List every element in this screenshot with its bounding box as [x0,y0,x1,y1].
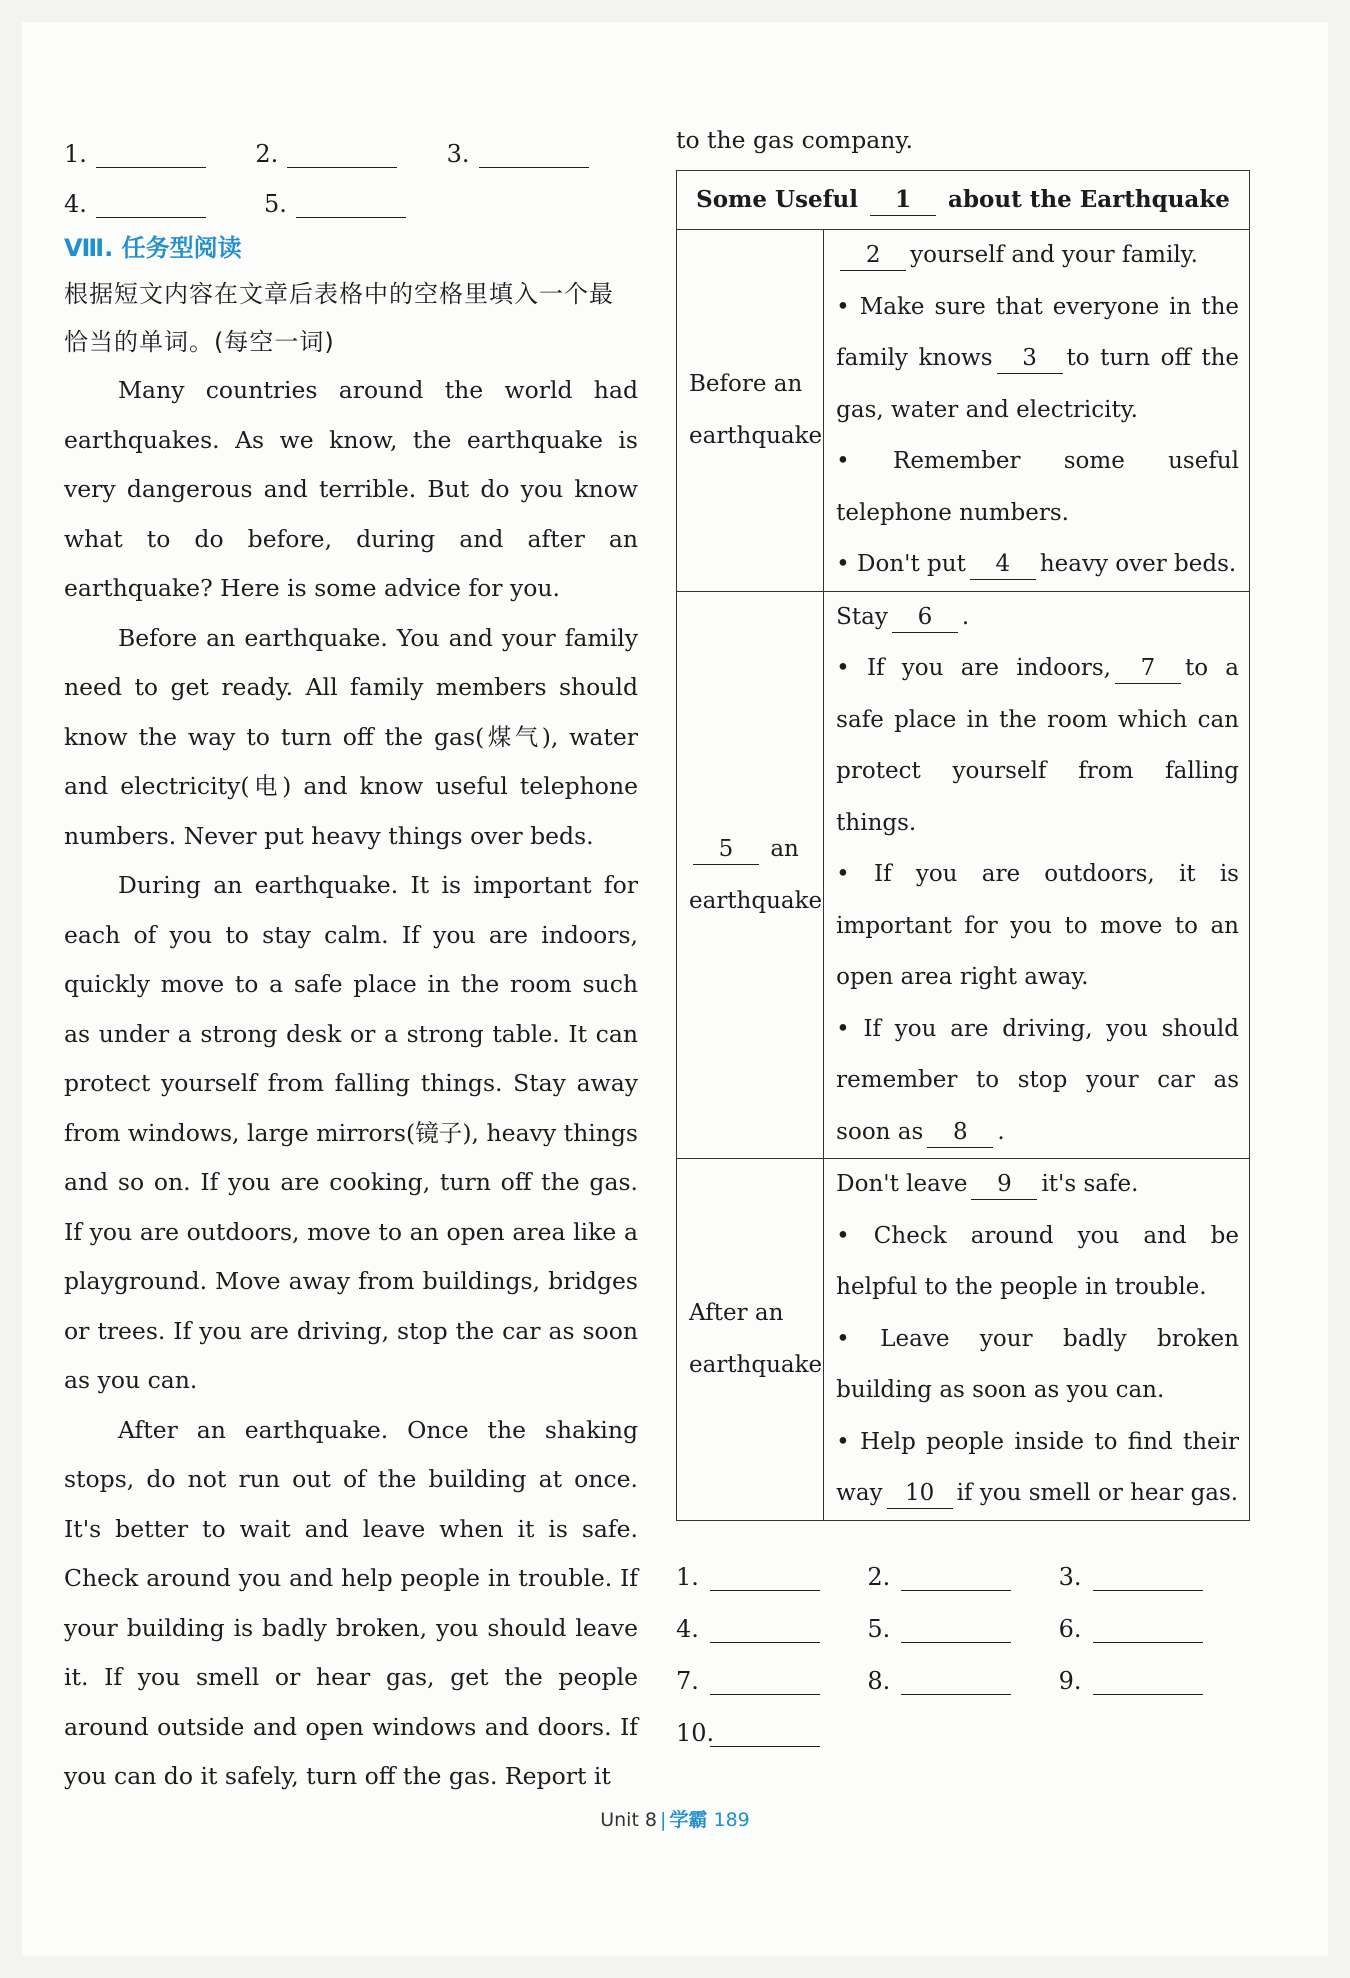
line-text: • Make sure that everyone in the family knows [836,293,1239,371]
line-text: yourself and your family. [910,242,1198,268]
blank-row [676,1539,1250,1591]
content-line [836,849,1239,1004]
blank-line [710,1718,820,1747]
right-column [676,118,1250,1747]
blank-line [901,1562,1011,1591]
content-line [836,1211,1239,1314]
answer-blank [867,1666,1058,1695]
answer-blank [64,139,255,168]
line-text: • Help people inside to find their way [836,1428,1239,1506]
content-line [836,1417,1239,1520]
answer-blank [676,1614,867,1643]
phase-label: Before an earthquake [689,371,823,450]
table-header-post: about the Earthquake [948,185,1230,213]
blank-number: 6. [1058,1614,1082,1643]
line-text: Stay [836,603,888,630]
line-text: • If you are indoors, [836,655,1111,681]
fill-blank-5: 5 [693,834,759,865]
answer-blank [867,1614,1058,1643]
answer-blank [676,1562,867,1591]
blank-line [1093,1562,1203,1591]
answer-blank [264,189,464,218]
content-line [836,230,1239,282]
content-line [836,1159,1239,1211]
fill-blank-10: 10 [887,1478,953,1509]
line-text: . [997,1118,1005,1145]
line-text: if you smell or hear gas. [956,1480,1239,1506]
fill-blank-4: 4 [970,549,1036,580]
blank-number: 4. [64,190,87,218]
content-line [836,592,1239,644]
answer-blank [1059,1562,1250,1591]
fill-blank-2: 2 [840,240,906,271]
line-text: it's safe. [1041,1171,1139,1197]
answer-blank [255,139,446,168]
line-text: • Check around you and be helpful to the people in trouble. [836,1222,1239,1300]
top-answer-blanks [64,118,638,218]
line-text: to a safe place in the room which can protect yourself from falling things. [836,655,1239,836]
blank-number: 9. [1058,1666,1082,1695]
line-text: Don't leave [836,1171,968,1197]
phase-label: an earthquake [689,835,823,914]
passage-paragraph: After an earthquake. Once the shaking stops, do not run out of the building at once. It's better to wait and leave when it is safe. Check around you and help people in trouble. If your building is badly broken, you should leave it. If you smell or hear gas, get the people around outside and open windows and doors. If you can do it safely, turn off the gas. Report it [64,1415,638,1790]
blank-number: 2. [255,140,279,168]
fill-blank-9: 9 [971,1169,1037,1200]
blank-line [96,189,206,218]
page-footer [0,1805,1350,1832]
content-cell [824,1159,1250,1521]
page-number: 189 [713,1809,750,1831]
blank-line [1093,1614,1203,1643]
answer-blank [867,1562,1058,1591]
blank-line [479,139,589,168]
fill-blank-1: 1 [870,185,936,216]
blank-number: 3. [1058,1562,1082,1591]
blank-number: 1. [676,1562,699,1591]
content-line [836,539,1239,591]
content-cell [824,230,1250,592]
phase-cell [677,230,824,592]
line-text: • Don't put [836,551,966,577]
left-column [64,118,638,1802]
blank-line [710,1666,820,1695]
reading-passage [64,366,638,1802]
content-line [836,282,1239,437]
answer-blank [1059,1614,1250,1643]
phase-cell [677,591,824,1159]
blank-number: 2. [867,1562,891,1591]
instructions: 根据短文内容在文章后表格中的空格里填入一个最恰当的单词。(每空一词) [64,280,614,356]
footer-unit: Unit 8 [600,1809,658,1831]
content-line [836,643,1239,849]
fill-blank-8: 8 [927,1117,993,1148]
fill-blank-7: 7 [1115,653,1181,684]
answer-blank [64,189,264,218]
line-text: • If you are driving, you should remember to stop your car as soon as [836,1015,1239,1145]
content-line [836,436,1239,539]
blank-line [901,1614,1011,1643]
answer-blank [1059,1666,1250,1695]
blank-row [64,168,638,218]
blank-row [676,1695,1250,1747]
blank-number: 7. [676,1666,699,1695]
phase-cell [677,1159,824,1521]
blank-number: 1. [64,140,87,168]
blank-number: 4. [676,1614,699,1643]
phase-label: After an earthquake [689,1300,823,1379]
footer-separator: | [660,1809,667,1831]
table-row [677,1159,1250,1521]
passage-paragraph: During an earthquake. It is important for each of you to stay calm. If you are indoors, quickly move to a safe place in the room such as under a strong desk or a strong table. It can protect yourself from falling things. Stay away from windows, large mirrors(镜子), heavy things and so on. If you are cooking, turn off the gas. If you are outdoors, move to an open area like a playground. Move away from buildings, bridges or trees. If you are driving, stop the car as soon as you can. [64,871,638,1394]
table-row [677,591,1250,1159]
answer-blank [676,1718,876,1747]
blank-number: 5. [867,1614,891,1643]
footer-brand: 学霸 [669,1809,708,1831]
table-row [677,230,1250,592]
task-table [676,170,1250,1521]
line-text: heavy over beds. [1039,551,1237,577]
blank-row [676,1643,1250,1695]
passage-continuation: to the gas company. [676,126,914,154]
fill-blank-3: 3 [997,343,1063,374]
blank-line [96,139,206,168]
blank-row [64,118,638,168]
blank-line [296,189,406,218]
blank-line [1093,1666,1203,1695]
blank-number: 8. [867,1666,891,1695]
line-text: • Leave your badly broken building as soon as you can. [836,1325,1239,1403]
line-text: to turn off the gas, water and electricity. [836,345,1239,423]
content-line [836,1314,1239,1417]
blank-line [287,139,397,168]
line-text: . [961,603,970,630]
answer-blanks [676,1539,1250,1747]
content-line [836,1004,1239,1159]
line-text: • If you are outdoors, it is important for you to move to an open area right away. [836,861,1239,990]
blank-line [901,1666,1011,1695]
table-header-pre: Some Useful [696,185,859,213]
table-header [677,171,1250,230]
blank-line [710,1614,820,1643]
blank-row [676,1591,1250,1643]
blank-number: 3. [446,140,470,168]
content-cell [824,591,1250,1159]
blank-number: 10. [676,1718,715,1747]
line-text: • Remember some useful telephone numbers. [836,448,1239,526]
answer-blank [447,139,638,168]
passage-paragraph: Before an earthquake. You and your family need to get ready. All family members should know the way to turn off the gas(煤气), water and electricity(电) and know useful telephone numbers. Never put heavy things over beds. [64,623,638,850]
passage-paragraph: Many countries around the world had earthquakes. As we know, the earthquake is very dangerous and terrible. But do you know what to do before, during and after an earthquake? Here is some advice for you. [64,376,638,602]
fill-blank-6: 6 [892,602,958,633]
blank-number: 5. [264,190,287,218]
answer-blank [676,1666,867,1695]
blank-line [710,1562,820,1591]
section-title: Ⅷ. 任务型阅读 [64,234,242,262]
